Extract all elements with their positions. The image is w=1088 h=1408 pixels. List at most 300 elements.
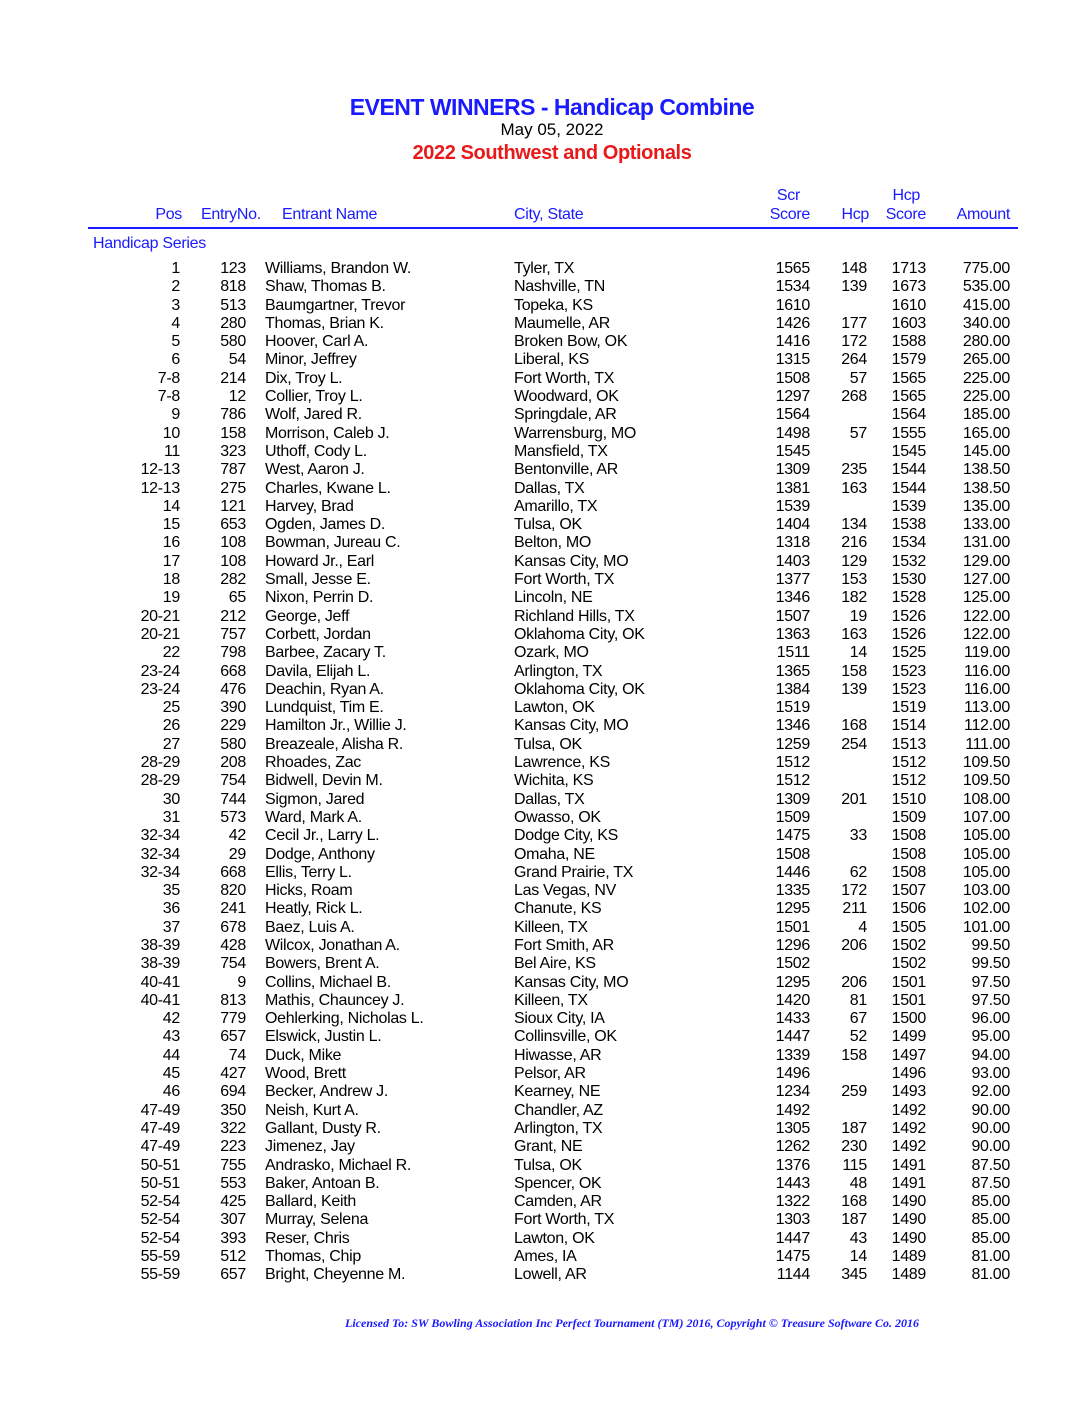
pos-cell: 26 <box>162 717 180 735</box>
scratch-score-cell: 1447 <box>775 1229 810 1247</box>
amount-cell: 97.50 <box>971 973 1010 991</box>
city-cell: Ames, IA <box>514 1248 577 1266</box>
city-cell: Grand Prairie, TX <box>514 863 634 881</box>
pos-cell: 37 <box>162 918 180 936</box>
city-cell: Sioux City, IA <box>514 1010 605 1028</box>
name-cell: Collier, Troy L. <box>265 388 363 406</box>
amount-cell: 105.00 <box>962 845 1010 863</box>
name-cell: Bright, Cheyenne M. <box>265 1266 406 1284</box>
entry-cell: 223 <box>220 1138 246 1156</box>
handicap-cell: 129 <box>841 552 867 570</box>
entry-cell: 787 <box>220 461 246 479</box>
entry-cell: 65 <box>228 589 246 607</box>
amount-cell: 87.50 <box>971 1156 1010 1174</box>
table-row <box>0 480 1088 498</box>
name-cell: Morrison, Caleb J. <box>265 424 390 442</box>
handicap-score-cell: 1513 <box>891 735 926 753</box>
scratch-score-cell: 1234 <box>775 1083 810 1101</box>
header-hcp: Hcp <box>841 206 869 223</box>
handicap-cell: 43 <box>849 1229 867 1247</box>
header-amount: Amount <box>956 206 1010 223</box>
handicap-score-cell: 1564 <box>891 406 926 424</box>
city-cell: Woodward, OK <box>514 388 619 406</box>
handicap-cell: 67 <box>849 1010 867 1028</box>
scratch-score-cell: 1295 <box>775 973 810 991</box>
amount-cell: 85.00 <box>971 1211 1010 1229</box>
pos-cell: 46 <box>162 1083 180 1101</box>
city-cell: Fort Worth, TX <box>514 571 615 589</box>
amount-cell: 415.00 <box>962 296 1010 314</box>
scratch-score-cell: 1262 <box>775 1138 810 1156</box>
table-row <box>0 1065 1088 1083</box>
table-row <box>0 1010 1088 1028</box>
city-cell: Killeen, TX <box>514 918 588 936</box>
entry-cell: 108 <box>220 552 246 570</box>
city-cell: Tyler, TX <box>514 260 575 277</box>
entry-cell: 350 <box>220 1101 246 1119</box>
pos-cell: 47-49 <box>140 1101 180 1119</box>
city-cell: Lawton, OK <box>514 1229 595 1247</box>
amount-cell: 135.00 <box>962 497 1010 515</box>
entry-cell: 241 <box>220 900 246 918</box>
scratch-score-cell: 1346 <box>775 589 810 607</box>
city-cell: Chandler, AZ <box>514 1101 603 1119</box>
header-scr-top: Scr <box>776 187 800 204</box>
amount-cell: 775.00 <box>962 260 1010 277</box>
handicap-cell: 187 <box>841 1119 867 1137</box>
handicap-cell: 259 <box>841 1083 867 1101</box>
amount-cell: 129.00 <box>962 552 1010 570</box>
handicap-score-cell: 1528 <box>891 589 926 607</box>
scratch-score-cell: 1297 <box>775 388 810 406</box>
city-cell: Collinsville, OK <box>514 1028 617 1046</box>
scratch-score-cell: 1475 <box>775 827 810 845</box>
scratch-score-cell: 1296 <box>775 936 810 954</box>
name-cell: Becker, Andrew J. <box>265 1083 388 1101</box>
city-cell: Nashville, TN <box>514 278 605 296</box>
pos-cell: 52-54 <box>140 1229 180 1247</box>
entry-cell: 9 <box>237 973 246 991</box>
handicap-cell: 134 <box>841 516 867 534</box>
name-cell: Elswick, Justin L. <box>265 1028 382 1046</box>
city-cell: Dallas, TX <box>514 479 585 497</box>
name-cell: Ward, Mark A. <box>265 808 362 826</box>
city-cell: Tulsa, OK <box>514 1156 582 1174</box>
pos-cell: 12-13 <box>140 479 180 497</box>
header-hcp-top: Hcp <box>892 187 920 204</box>
pos-cell: 14 <box>162 497 180 515</box>
scratch-score-cell: 1433 <box>775 1010 810 1028</box>
handicap-cell: 4 <box>858 918 867 936</box>
pos-cell: 20-21 <box>140 607 180 625</box>
city-cell: Dallas, TX <box>514 790 585 808</box>
city-cell: Belton, MO <box>514 534 592 552</box>
amount-cell: 133.00 <box>962 516 1010 534</box>
city-cell: Fort Worth, TX <box>514 1211 615 1229</box>
handicap-cell: 81 <box>849 991 867 1009</box>
pos-cell: 4 <box>171 314 180 332</box>
handicap-score-cell: 1492 <box>891 1101 926 1119</box>
amount-cell: 85.00 <box>971 1193 1010 1211</box>
entry-cell: 573 <box>220 808 246 826</box>
table-row <box>0 699 1088 717</box>
header-scr-bottom: Score <box>769 206 810 223</box>
amount-cell: 340.00 <box>962 314 1010 332</box>
name-cell: Neish, Kurt A. <box>265 1101 359 1119</box>
scratch-score-cell: 1339 <box>775 1046 810 1064</box>
name-cell: Charles, Kwane L. <box>265 479 391 497</box>
amount-cell: 265.00 <box>962 351 1010 369</box>
handicap-score-cell: 1532 <box>891 552 926 570</box>
name-cell: Rhoades, Zac <box>265 754 362 772</box>
pos-cell: 6 <box>171 351 180 369</box>
amount-cell: 131.00 <box>962 534 1010 552</box>
amount-cell: 90.00 <box>971 1138 1010 1156</box>
amount-cell: 127.00 <box>962 571 1010 589</box>
pos-cell: 50-51 <box>140 1156 180 1174</box>
pos-cell: 9 <box>171 406 180 424</box>
table-row <box>0 425 1088 443</box>
scratch-score-cell: 1509 <box>775 808 810 826</box>
handicap-score-cell: 1544 <box>891 461 926 479</box>
scratch-score-cell: 1502 <box>775 955 810 973</box>
city-cell: Hiwasse, AR <box>514 1046 602 1064</box>
handicap-score-cell: 1545 <box>891 442 926 460</box>
entry-cell: 307 <box>220 1211 246 1229</box>
table-row <box>0 1083 1088 1101</box>
handicap-score-cell: 1514 <box>891 717 926 735</box>
handicap-cell: 268 <box>841 388 867 406</box>
city-cell: Lowell, AR <box>514 1266 587 1284</box>
name-cell: Gallant, Dusty R. <box>265 1119 381 1137</box>
handicap-cell: 148 <box>841 260 867 277</box>
entry-cell: 668 <box>220 863 246 881</box>
pos-cell: 32-34 <box>140 863 180 881</box>
table-row <box>0 461 1088 479</box>
table-row <box>0 827 1088 845</box>
handicap-score-cell: 1490 <box>891 1211 926 1229</box>
pos-cell: 40-41 <box>140 991 180 1009</box>
scratch-score-cell: 1318 <box>775 534 810 552</box>
city-cell: Kansas City, MO <box>514 717 629 735</box>
pos-cell: 15 <box>162 516 180 534</box>
name-cell: Collins, Michael B. <box>265 973 391 991</box>
handicap-score-cell: 1508 <box>891 827 926 845</box>
table-row <box>0 974 1088 992</box>
city-cell: Topeka, KS <box>514 296 593 314</box>
handicap-score-cell: 1502 <box>891 955 926 973</box>
name-cell: Reser, Chris <box>265 1229 350 1247</box>
table-row <box>0 297 1088 315</box>
handicap-cell: 254 <box>841 735 867 753</box>
handicap-cell: 187 <box>841 1211 867 1229</box>
table-row <box>0 260 1088 278</box>
amount-cell: 93.00 <box>971 1065 1010 1083</box>
table-row <box>0 608 1088 626</box>
handicap-score-cell: 1505 <box>891 918 926 936</box>
entry-cell: 12 <box>228 388 246 406</box>
pos-cell: 52-54 <box>140 1211 180 1229</box>
city-cell: Las Vegas, NV <box>514 882 616 900</box>
city-cell: Grant, NE <box>514 1138 583 1156</box>
pos-cell: 25 <box>162 699 180 717</box>
scratch-score-cell: 1346 <box>775 717 810 735</box>
city-cell: Oklahoma City, OK <box>514 680 645 698</box>
name-cell: George, Jeff <box>265 607 350 625</box>
name-cell: Hicks, Roam <box>265 882 353 900</box>
handicap-score-cell: 1492 <box>891 1119 926 1137</box>
amount-cell: 99.50 <box>971 955 1010 973</box>
city-cell: Chanute, KS <box>514 900 602 918</box>
handicap-score-cell: 1492 <box>891 1138 926 1156</box>
header-pos: Pos <box>155 206 182 223</box>
city-cell: Maumelle, AR <box>514 314 610 332</box>
entry-cell: 798 <box>220 644 246 662</box>
table-row <box>0 882 1088 900</box>
entry-cell: 476 <box>220 680 246 698</box>
scratch-score-cell: 1315 <box>775 351 810 369</box>
table-row <box>0 315 1088 333</box>
pos-cell: 42 <box>162 1010 180 1028</box>
table-row <box>0 333 1088 351</box>
handicap-score-cell: 1490 <box>891 1229 926 1247</box>
scratch-score-cell: 1443 <box>775 1174 810 1192</box>
handicap-cell: 177 <box>841 314 867 332</box>
amount-cell: 225.00 <box>962 388 1010 406</box>
city-cell: Richland Hills, TX <box>514 607 635 625</box>
amount-cell: 280.00 <box>962 333 1010 351</box>
scratch-score-cell: 1377 <box>775 571 810 589</box>
scratch-score-cell: 1144 <box>776 1266 810 1284</box>
amount-cell: 101.00 <box>962 918 1010 936</box>
scratch-score-cell: 1511 <box>776 644 810 662</box>
pos-cell: 28-29 <box>140 772 180 790</box>
amount-cell: 85.00 <box>971 1229 1010 1247</box>
entry-cell: 757 <box>220 625 246 643</box>
handicap-score-cell: 1539 <box>891 497 926 515</box>
city-cell: Warrensburg, MO <box>514 424 637 442</box>
city-cell: Kansas City, MO <box>514 552 629 570</box>
handicap-score-cell: 1713 <box>891 260 926 277</box>
scratch-score-cell: 1305 <box>775 1119 810 1137</box>
name-cell: Murray, Selena <box>265 1211 369 1229</box>
handicap-score-cell: 1508 <box>891 845 926 863</box>
city-cell: Killeen, TX <box>514 991 588 1009</box>
table-row <box>0 791 1088 809</box>
name-cell: Breazeale, Alisha R. <box>265 735 404 753</box>
scratch-score-cell: 1381 <box>775 479 810 497</box>
handicap-score-cell: 1489 <box>891 1248 926 1266</box>
amount-cell: 138.50 <box>962 461 1010 479</box>
table-row <box>0 388 1088 406</box>
amount-cell: 107.00 <box>962 808 1010 826</box>
entry-cell: 425 <box>220 1193 246 1211</box>
handicap-cell: 211 <box>842 900 867 918</box>
name-cell: Wood, Brett <box>265 1065 346 1083</box>
scratch-score-cell: 1335 <box>775 882 810 900</box>
city-cell: Fort Smith, AR <box>514 936 614 954</box>
pos-cell: 45 <box>162 1065 180 1083</box>
entry-cell: 580 <box>220 735 246 753</box>
header-city: City, State <box>514 206 584 223</box>
city-cell: Fort Worth, TX <box>514 369 615 387</box>
table-row <box>0 571 1088 589</box>
entry-cell: 282 <box>220 571 246 589</box>
pos-cell: 3 <box>171 296 180 314</box>
handicap-cell: 172 <box>841 333 867 351</box>
pos-cell: 10 <box>162 424 180 442</box>
entry-cell: 754 <box>220 955 246 973</box>
name-cell: Williams, Brandon W. <box>265 260 412 277</box>
scratch-score-cell: 1512 <box>775 772 810 790</box>
pos-cell: 47-49 <box>140 1138 180 1156</box>
entry-cell: 428 <box>220 936 246 954</box>
amount-cell: 87.50 <box>971 1174 1010 1192</box>
city-cell: Lawton, OK <box>514 699 595 717</box>
table-row <box>0 1028 1088 1046</box>
table-row <box>0 1138 1088 1156</box>
name-cell: Harvey, Brad <box>265 497 354 515</box>
entry-cell: 580 <box>220 333 246 351</box>
handicap-score-cell: 1506 <box>891 900 926 918</box>
amount-cell: 112.00 <box>964 717 1010 735</box>
scratch-score-cell: 1403 <box>775 552 810 570</box>
handicap-score-cell: 1538 <box>891 516 926 534</box>
handicap-cell: 206 <box>841 936 867 954</box>
scratch-score-cell: 1303 <box>775 1211 810 1229</box>
header-hcp-bottom: Score <box>885 206 926 223</box>
table-row <box>0 1266 1088 1284</box>
entry-cell: 786 <box>220 406 246 424</box>
pos-cell: 35 <box>162 882 180 900</box>
handicap-score-cell: 1603 <box>891 314 926 332</box>
name-cell: Wolf, Jared R. <box>265 406 362 424</box>
entry-cell: 108 <box>220 534 246 552</box>
city-cell: Mansfield, TX <box>514 442 608 460</box>
amount-cell: 145.00 <box>962 442 1010 460</box>
amount-cell: 185.00 <box>962 406 1010 424</box>
amount-cell: 116.00 <box>964 680 1010 698</box>
entry-cell: 54 <box>228 351 246 369</box>
handicap-cell: 172 <box>841 882 867 900</box>
table-row <box>0 1120 1088 1138</box>
handicap-cell: 230 <box>841 1138 867 1156</box>
amount-cell: 81.00 <box>971 1266 1010 1284</box>
scratch-score-cell: 1475 <box>775 1248 810 1266</box>
handicap-score-cell: 1497 <box>891 1046 926 1064</box>
handicap-score-cell: 1490 <box>891 1193 926 1211</box>
name-cell: Ellis, Terry L. <box>265 863 352 881</box>
pos-cell: 32-34 <box>140 845 180 863</box>
entry-cell: 42 <box>228 827 246 845</box>
table-row <box>0 937 1088 955</box>
table-row <box>0 534 1088 552</box>
city-cell: Pelsor, AR <box>514 1065 586 1083</box>
city-cell: Dodge City, KS <box>514 827 618 845</box>
pos-cell: 31 <box>162 808 180 826</box>
handicap-score-cell: 1493 <box>891 1083 926 1101</box>
entry-cell: 158 <box>220 424 246 442</box>
handicap-cell: 57 <box>849 424 867 442</box>
pos-cell: 5 <box>171 333 180 351</box>
pos-cell: 32-34 <box>140 827 180 845</box>
pos-cell: 7-8 <box>157 388 180 406</box>
city-cell: Camden, AR <box>514 1193 602 1211</box>
handicap-score-cell: 1496 <box>891 1065 926 1083</box>
amount-cell: 108.00 <box>962 790 1010 808</box>
scratch-score-cell: 1404 <box>775 516 810 534</box>
amount-cell: 125.00 <box>962 589 1010 607</box>
scratch-score-cell: 1565 <box>775 260 810 277</box>
entry-cell: 512 <box>220 1248 246 1266</box>
handicap-cell: 158 <box>841 662 867 680</box>
pos-cell: 52-54 <box>140 1193 180 1211</box>
city-cell: Springdale, AR <box>514 406 617 424</box>
handicap-cell: 19 <box>849 607 867 625</box>
entry-cell: 668 <box>220 662 246 680</box>
handicap-score-cell: 1544 <box>891 479 926 497</box>
entry-cell: 657 <box>220 1266 246 1284</box>
table-row <box>0 278 1088 296</box>
scratch-score-cell: 1545 <box>775 442 810 460</box>
scratch-score-cell: 1508 <box>775 369 810 387</box>
amount-cell: 94.00 <box>971 1046 1010 1064</box>
entry-cell: 214 <box>220 369 246 387</box>
results-table <box>0 260 1088 1285</box>
table-row <box>0 864 1088 882</box>
scratch-score-cell: 1416 <box>775 333 810 351</box>
handicap-score-cell: 1491 <box>891 1174 926 1192</box>
entry-cell: 29 <box>228 845 246 863</box>
name-cell: Barbee, Zacary T. <box>265 644 386 662</box>
table-row <box>0 1157 1088 1175</box>
scratch-score-cell: 1446 <box>775 863 810 881</box>
city-cell: Ozark, MO <box>514 644 589 662</box>
handicap-score-cell: 1530 <box>891 571 926 589</box>
entry-cell: 694 <box>220 1083 246 1101</box>
pos-cell: 55-59 <box>140 1248 180 1266</box>
header-name: Entrant Name <box>282 206 378 223</box>
pos-cell: 7-8 <box>157 369 180 387</box>
handicap-score-cell: 1512 <box>891 754 926 772</box>
entry-cell: 393 <box>220 1229 246 1247</box>
amount-cell: 109.50 <box>962 754 1010 772</box>
report-subtitle: 2022 Southwest and Optionals <box>412 142 692 164</box>
amount-cell: 535.00 <box>962 278 1010 296</box>
pos-cell: 23-24 <box>140 662 180 680</box>
name-cell: Hamilton Jr., Willie J. <box>265 717 407 735</box>
entry-cell: 813 <box>220 991 246 1009</box>
name-cell: Baez, Luis A. <box>265 918 355 936</box>
handicap-cell: 48 <box>849 1174 867 1192</box>
name-cell: Shaw, Thomas B. <box>265 278 386 296</box>
name-cell: Cecil Jr., Larry L. <box>265 827 380 845</box>
scratch-score-cell: 1508 <box>775 845 810 863</box>
entry-cell: 678 <box>220 918 246 936</box>
name-cell: Bidwell, Devin M. <box>265 772 383 790</box>
scratch-score-cell: 1309 <box>775 790 810 808</box>
table-row <box>0 663 1088 681</box>
entry-cell: 390 <box>220 699 246 717</box>
entry-cell: 123 <box>220 260 246 277</box>
pos-cell: 30 <box>162 790 180 808</box>
handicap-cell: 206 <box>841 973 867 991</box>
handicap-score-cell: 1525 <box>891 644 926 662</box>
table-row <box>0 772 1088 790</box>
handicap-score-cell: 1555 <box>891 424 926 442</box>
handicap-cell: 168 <box>841 1193 867 1211</box>
name-cell: Bowman, Jureau C. <box>265 534 401 552</box>
